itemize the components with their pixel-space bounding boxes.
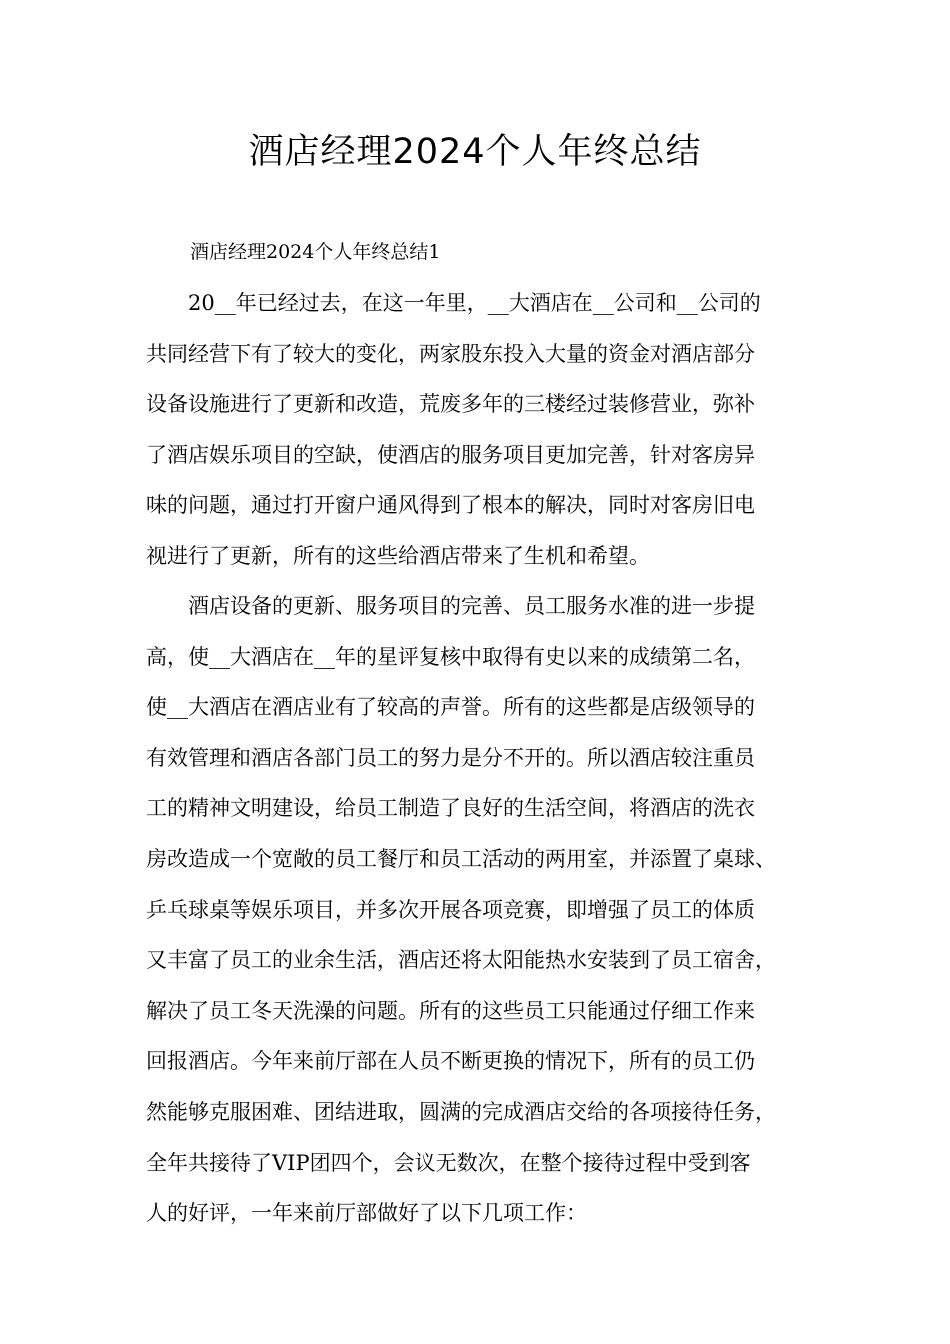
- paragraph-line: 又丰富了员工的业余生活，酒店还将太阳能热水安装到了员工宿舍，: [146, 948, 776, 973]
- paragraph-line: 视进行了更新，所有的这些给酒店带来了生机和希望。: [146, 543, 650, 568]
- document-title: 酒店经理2024个人年终总结: [248, 132, 702, 172]
- paragraph-line: 设备设施进行了更新和改造，荒废多年的三楼经过装修营业，弥补: [146, 392, 755, 417]
- paragraph-line: 酒店设备的更新、服务项目的完善、员工服务水准的进一步提: [146, 594, 755, 618]
- paragraph-line: 全年共接待了VIP团四个，会议无数次，在整个接待过程中受到客: [146, 1150, 751, 1175]
- paragraph-2: [146, 581, 822, 1239]
- paragraph-line: 20__年已经过去，在这一年里，__大酒店在__公司和__公司的: [146, 291, 761, 315]
- paragraph-line: 人的好评，一年来前厅部做好了以下几项工作：: [146, 1201, 587, 1226]
- paragraph-line: 工的精神文明建设，给员工制造了良好的生活空间，将酒店的洗衣: [146, 796, 755, 821]
- paragraph-line: 然能够克服困难、团结进取，圆满的完成酒店交给的各项接待任务，: [146, 1099, 776, 1124]
- paragraph-line: 解决了员工冬天洗澡的问题。所有的这些员工只能通过仔细工作来: [146, 998, 755, 1023]
- paragraph-line: 共同经营下有了较大的变化，两家股东投入大量的资金对酒店部分: [146, 341, 755, 366]
- paragraph-line: 乒乓球桌等娱乐项目，并多次开展各项竞赛，即增强了员工的体质: [146, 897, 755, 922]
- section-heading: 酒店经理2024个人年终总结1: [190, 241, 441, 263]
- paragraph-line: 回报酒店。今年来前厅部在人员不断更换的情况下，所有的员工仍: [146, 1049, 755, 1074]
- paragraph-line: 高，使__大酒店在__年的星评复核中取得有史以来的成绩第二名，: [146, 644, 755, 669]
- paragraph-line: 有效管理和酒店各部门员工的努力是分不开的。所以酒店较注重员: [146, 745, 755, 770]
- paragraph-line: 了酒店娱乐项目的空缺，使酒店的服务项目更加完善，针对客房异: [146, 442, 755, 467]
- paragraph-line: 味的问题，通过打开窗户通风得到了根本的解决，同时对客房旧电: [146, 493, 755, 518]
- paragraph-line: 房改造成一个宽敞的员工餐厅和员工活动的两用室，并添置了桌球、: [146, 846, 776, 871]
- paragraph-1: [146, 278, 822, 582]
- paragraph-line: 使__大酒店在酒店业有了较高的声誉。所有的这些都是店级领导的: [146, 695, 755, 720]
